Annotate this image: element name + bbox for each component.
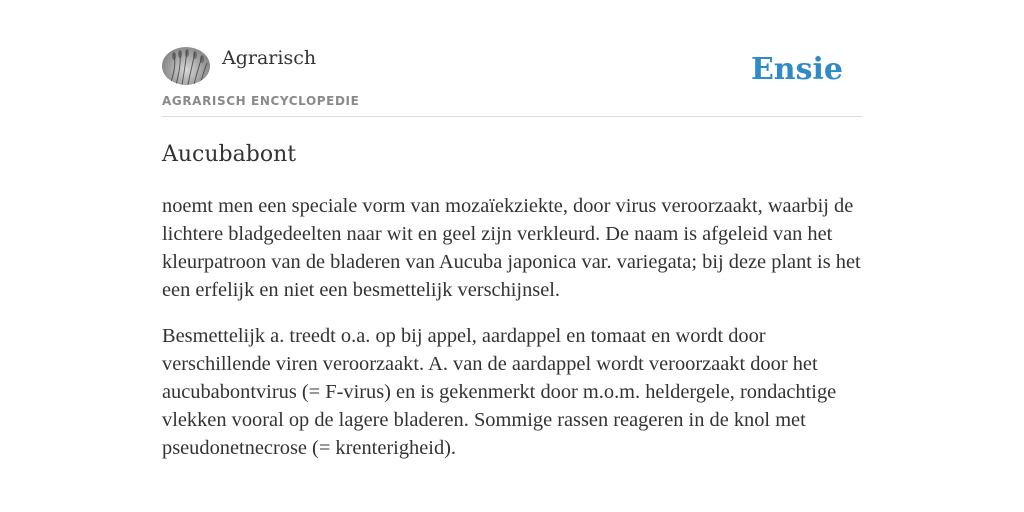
source-subtitle: AGRARISCH ENCYCLOPEDIE <box>162 94 360 108</box>
source-name[interactable]: Agrarisch <box>222 47 317 69</box>
wheat-logo-icon[interactable] <box>162 47 210 85</box>
article-body <box>162 192 862 480</box>
source-header <box>162 44 862 117</box>
article-paragraph: Besmettelijk a. treedt o.a. op bij appel, aardappel en tomaat en wordt door verschillende viren veroorzaakt. A. van de aardappel wordt veroorzaakt door het aucubabontvirus (= F-virus) en is gekenmerkt door m.o.m. heldergele, rondachtige vlekken vooral op de lagere bladeren. Sommige rassen reageren in de knol met pseudonetnecrose (= krenterigheid). <box>162 325 837 459</box>
article-title: Aucubabont <box>162 142 297 167</box>
brand-logo[interactable]: Ensie <box>750 52 843 87</box>
article-paragraph: noemt men een speciale vorm van mozaïekziekte, door virus veroorzaakt, waarbij de lichtere bladgedeelten naar wit en geel zijn verkleurd. De naam is afgeleid van het kleurpatroon van de bladeren van Aucuba japonica var. variegata; bij deze plant is het een erfelijk en niet een besmettelijk verschijnsel. <box>162 195 861 301</box>
